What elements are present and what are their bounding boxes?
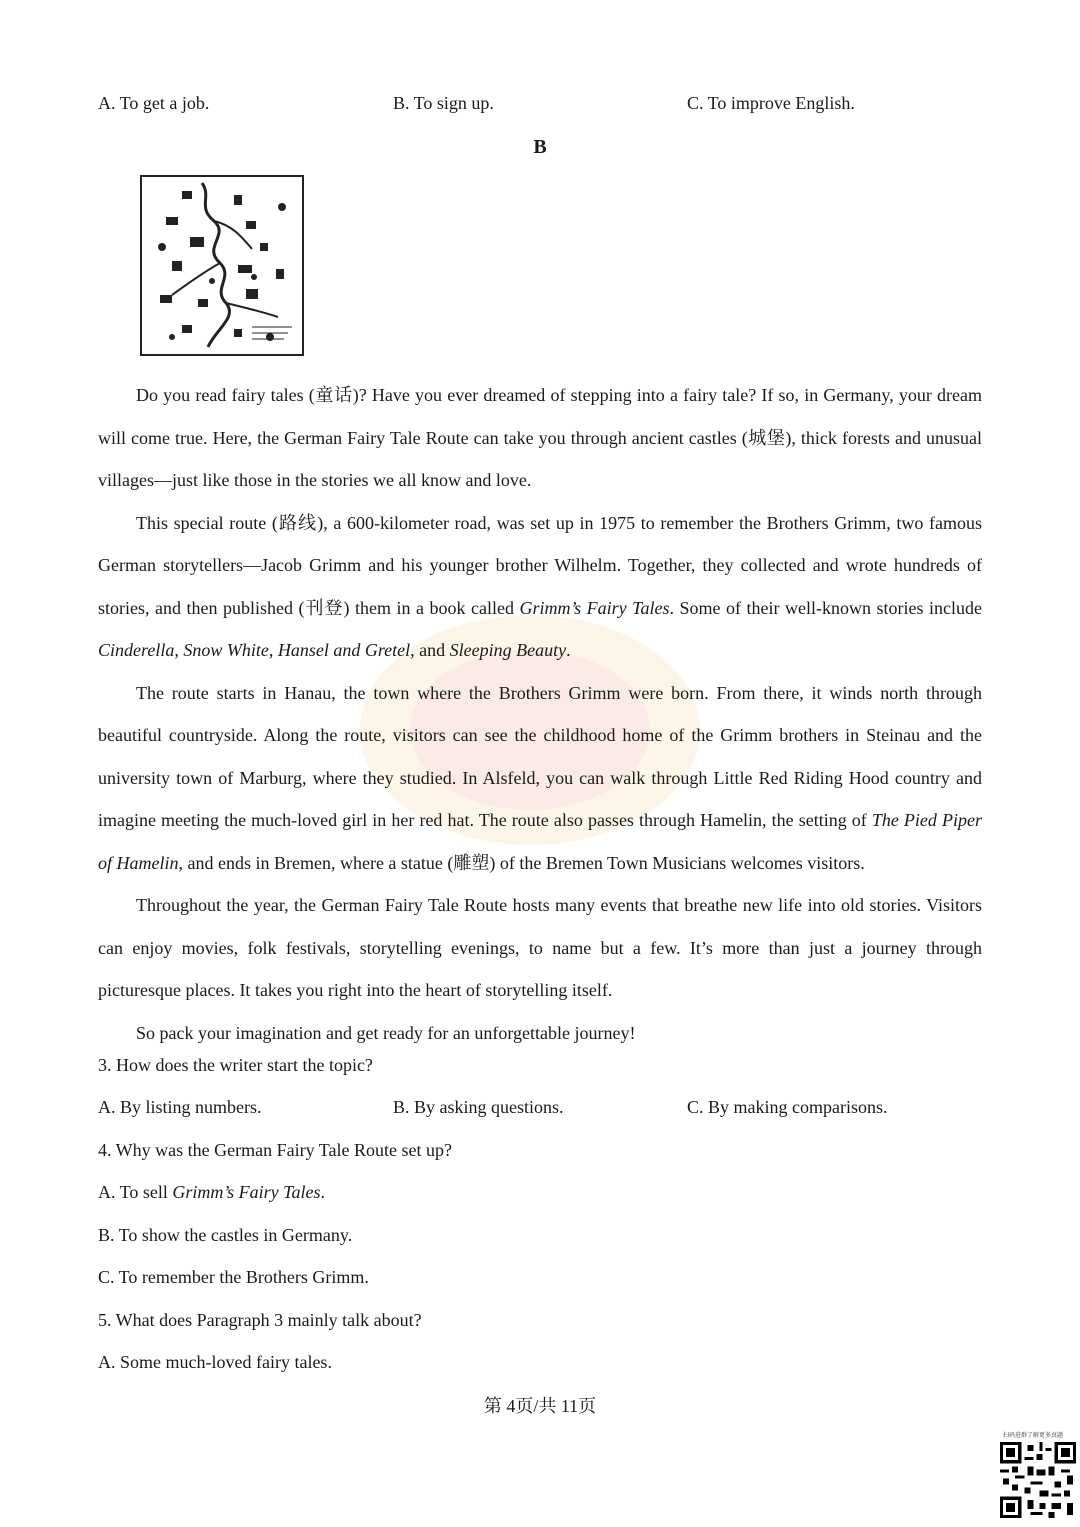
q3-option-a: A. By listing numbers.	[98, 1097, 262, 1117]
paragraph-3-text-a: The route starts in Hanau, the town where the Brothers Grimm were born. From there, it winds north through beautiful countryside. Along the route, visitors can see the childhood home of the Grimm brothers in Steinau and the university town of Marburg, where they studied. In Alsfeld, you can walk through Little Red Riding Hood country and imagine meeting the much-loved girl in her red hat. The route also passes through Hamelin, the setting of	[98, 682, 982, 830]
q4-option-a-text: A. To sell	[98, 1182, 173, 1202]
reading-passage-b	[98, 374, 982, 1054]
paragraph-2-text-a: This special route (路线), a 600-kilometer road, was set up in 1975 to remember the Brothers Grimm, two famous German storytellers—Jacob Grimm and his younger brother Wilhelm. Together, they collected and wrote hundreds of stories, and then published (刊登) them in a book called	[98, 512, 982, 618]
route-map-illustration	[142, 177, 302, 354]
story-title-pied-piper: The Pied Piper of Hamelin	[98, 810, 982, 873]
qr-code-icon[interactable]	[1000, 1442, 1076, 1518]
period: .	[566, 640, 571, 660]
qr-caption: 扫码进群了解更多真题	[1003, 1432, 1064, 1439]
q2-option-c: C. To improve English.	[687, 93, 855, 113]
paragraph-3-text-b: , and ends in Bremen, where a statue (雕塑) of the Bremen Town Musicians welcomes visitors.	[178, 852, 865, 873]
story-title-4: Sleeping Beauty	[449, 640, 567, 660]
q5-option-a: A. Some much-loved fairy tales.	[98, 1352, 332, 1372]
q4-option-c: C. To remember the Brothers Grimm.	[98, 1267, 369, 1287]
story-title-3: Hansel and Gretel	[277, 640, 411, 660]
q3-option-b: B. By asking questions.	[393, 1097, 564, 1117]
q2-option-a: A. To get a job.	[98, 93, 210, 113]
book-title: Grimm’s Fairy Tales	[519, 597, 670, 618]
question-4-stem: 4. Why was the German Fairy Tale Route set up?	[98, 1140, 452, 1160]
separator: ,	[174, 640, 184, 660]
q2-option-b: B. To sign up.	[393, 93, 494, 113]
period: .	[320, 1182, 325, 1202]
story-title-2: Snow White	[183, 640, 269, 660]
story-title-1: Cinderella	[98, 640, 175, 660]
q2-options	[98, 93, 998, 117]
separator: ,	[268, 640, 278, 660]
page-number-footer: 第 4页/共 11页	[483, 1396, 597, 1416]
q4-option-b: B. To show the castles in Germany.	[98, 1225, 353, 1245]
paragraph-5: So pack your imagination and get ready for an unforgettable journey!	[136, 1022, 636, 1043]
fairy-tale-route-map-image	[140, 175, 304, 356]
paragraph-1: Do you read fairy tales (童话)? Have you ever dreamed of stepping into a fairy tale? If so, in Germany, your dream will come true. Here, the German Fairy Tale Route can take you through ancient castles (城堡), thick forests and unusual villages—just like those in the stories we all know and love.	[98, 385, 982, 490]
paragraph-4: Throughout the year, the German Fairy Tale Route hosts many events that breathe new life into old stories. Visitors can enjoy movies, folk festivals, storytelling evenings, to name but a few. It’s more than just a journey through picturesque places. It takes you right into the heart of storytelling itself.	[98, 895, 982, 1000]
q3-option-c: C. By making comparisons.	[687, 1097, 888, 1117]
question-3-stem: 3. How does the writer start the topic?	[98, 1055, 373, 1075]
paragraph-2-text-b: . Some of their well-known stories include	[669, 597, 982, 618]
section-label: B	[533, 136, 547, 158]
q3-options	[98, 1097, 998, 1121]
paragraph-3	[98, 672, 982, 885]
separator: , and	[410, 640, 450, 660]
q4-option-a-book: Grimm’s Fairy Tales	[172, 1182, 321, 1202]
paragraph-2	[98, 502, 982, 672]
q4-option-a	[98, 1182, 325, 1203]
question-5-stem: 5. What does Paragraph 3 mainly talk about?	[98, 1310, 422, 1330]
